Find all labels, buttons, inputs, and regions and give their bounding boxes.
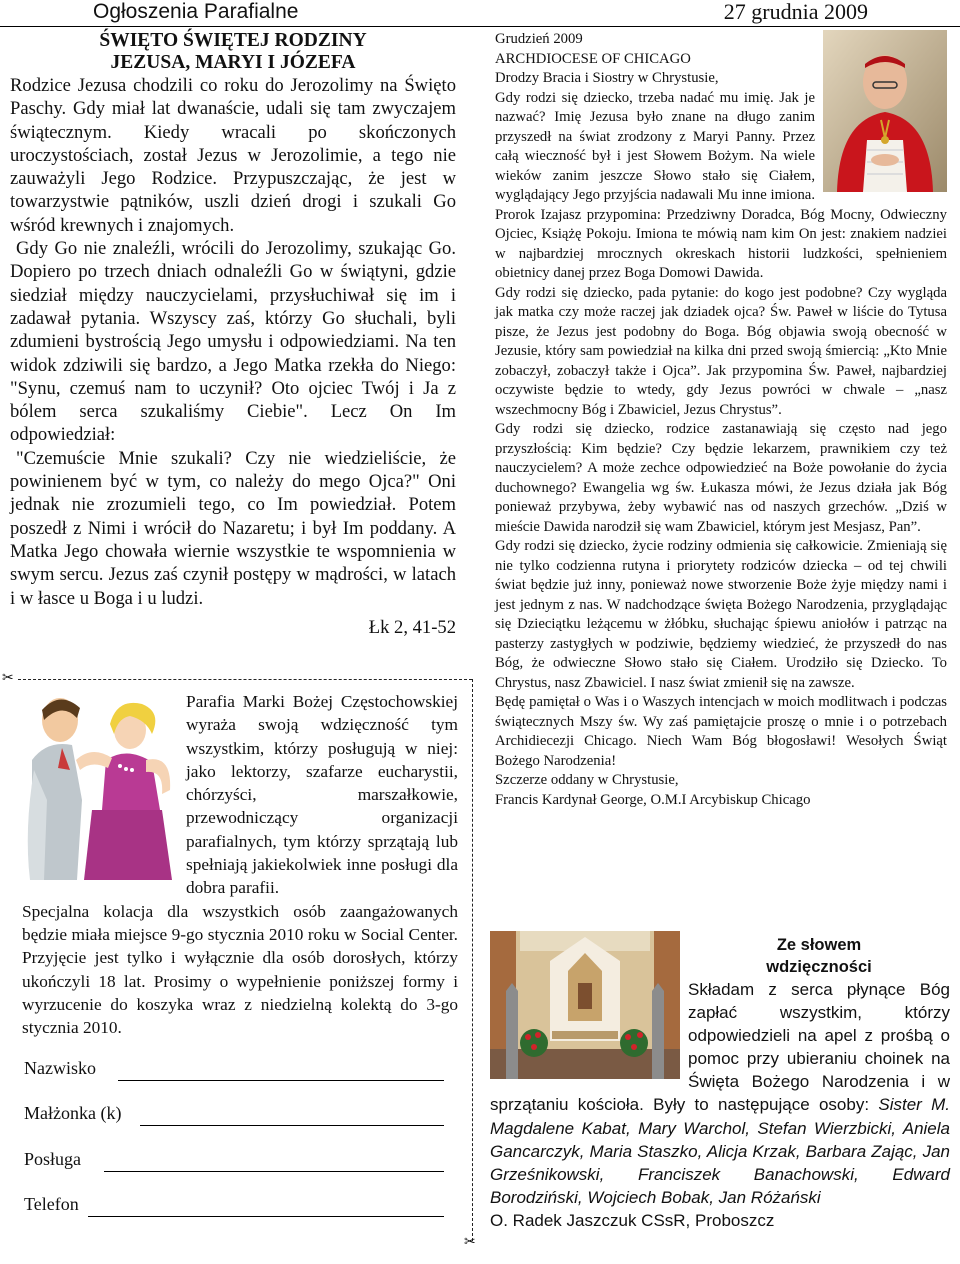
form-line-ministry[interactable]: [104, 1171, 444, 1172]
cut-line-right: [472, 679, 473, 1241]
gospel-text: [10, 74, 456, 639]
announcement-paragraph: Specjalna kolacja dla wszystkich osób zaangażowanych będzie miała miejsce 9-go stycznia 2010 roku w Social Center. Przyjęcie jest tylko i wyłącznie dla osób dorosłych, którzy ukończyli 18 lat. Prosimy o wypełnienie poniższej formy i wyrzucenie do koszyka wraz z niedzielną kolektą do 3-go stycznia 2010.: [22, 901, 458, 1038]
form-line-phone[interactable]: [88, 1216, 444, 1217]
scissors-icon: ✂: [2, 671, 14, 686]
thanks-title-line1: Ze słowem: [776, 936, 862, 954]
thanks-intro: Składam z serca płynące Bóg zapłać wszystkim, którzy odpowiedzieli na apel z prośbą o pomoc przy ubieraniu choinek na Święta Bożego Narodzenia i w sprzątaniu kościoła. Były to następujące osoby:: [490, 980, 950, 1115]
form-label-ministry: Posługa: [24, 1148, 82, 1169]
feast-title-line2: JEZUSA, MARYI I JÓZEFA: [110, 52, 356, 73]
form-row-ministry[interactable]: [24, 1149, 454, 1194]
form-label-phone: Telefon: [24, 1193, 79, 1214]
letter-org: ARCHDIOCESE OF CHICAGO: [495, 50, 691, 67]
form-label-spouse: Małżonka (k): [24, 1103, 122, 1124]
form-row-spouse[interactable]: [24, 1103, 454, 1148]
form-line-spouse[interactable]: [140, 1125, 444, 1126]
section-title: Ogłoszenia Parafialne: [93, 0, 299, 23]
form-label-name: Nazwisko: [24, 1058, 96, 1078]
volunteer-dinner-announcement: [22, 690, 458, 1039]
letter-paragraph: Będę pamiętał o Was i o Waszych intencjach w moich modlitwach i podczas świątecznych Mszy św. Wy zaś pamiętajcie proszę o mnie i o potrzebach Archidiecezji Chicago. Niech Wam Bóg błogosławi! Wesołych Świąt Bożego Narodzenia!: [495, 694, 947, 769]
gospel-paragraph: Gdy Go nie znaleźli, wrócili do Jerozolimy, szukając Go. Dopiero po trzech dniach odnaleźli Go w świątyni, gdzie siedział między nauczycielami, przysłuchiwał się im i zadawał pytania. Wszyscy zaś, którzy Go słuchali, byli zdumieni bystrością Jego umysłu i odpowiedziami. Na ten widok zdziwili się bardzo, a Jego Matka rzekła do Niego: "Synu, czemuś nam to uczynił? Oto ojciec Twój i Ja z bólem serca szukaliśmy Ciebie". Lecz On Im odpowiedział:: [10, 238, 456, 446]
letter-closing: Szczerze oddany w Chrystusie,: [495, 772, 679, 788]
cut-line-top: [18, 679, 472, 680]
gospel-paragraph: Rodzice Jezusa chodzili co roku do Jerozolimy na Święto Paschy. Gdy miał lat dwanaście, udali się tam zwyczajem świątecznym. Kiedy wracali po skończonych uroczystościach, został Jezus w Jerozolimie, a tego nie zauważyli Jego Rodzice. Przypuszczając, że jest w towarzystwie pątników, uszli dzień drogi i szukali Go wśród krewnych i znajomych.: [10, 75, 456, 236]
letter-paragraph: Gdy rodzi się dziecko, rodzice zastanawiają się często nad jego przyszłością: Kim będzie? Czy będzie lekarzem, prawnikiem czy też nauczycielem? A może zechce odpowiedzieć na Boże powołanie do życia duchownego? Ewangelia wg św. Łukasza mówi, że Jezus działa jak Bóg ponieważ przybywa, żeby wybawić nas od naszych grzechów. „Dziś w mieście Dawida narodził się wam Zbawiciel, którym jest Mesjasz, Pan”.: [495, 421, 947, 535]
thanks-section: [490, 934, 950, 1232]
thanks-signature: O. Radek Jaszczuk CSsR, Proboszcz: [490, 1210, 775, 1230]
feast-title-line1: ŚWIĘTO ŚWIĘTEJ RODZINY: [99, 30, 367, 51]
gospel-section: [10, 30, 456, 639]
cardinal-portrait-image: [823, 30, 947, 192]
letter-paragraph: Gdy rodzi się dziecko, pada pytanie: do kogo jest podobne? Czy wygląda jak matka czy może raczej jak dziadek ojca? Św. Paweł w liście do Tytusa pisze, że Jezus jest podobny do Boga. Bóg objawia swoją obecność w Jezusie, który sam powiedział na kilka dni przed swoją śmiercią: „Kto Mnie zobaczył, zobaczył także i Ojca”. Jak przypomina Św. Paweł, najbardziej oczywiste będzie to wtedy, gdy Jezus powróci w chwale – „nasz wszechmocny Bóg i Zbawiciel, Jezus Chrystus”.: [495, 284, 947, 418]
scripture-reference: Łk 2, 41-52: [368, 616, 456, 638]
issue-date: 27 grudnia 2009: [723, 0, 868, 24]
form-row-phone[interactable]: [24, 1194, 454, 1239]
dancing-couple-image: [22, 690, 180, 880]
letter-greeting: Drodzy Bracia i Siostry w Chrystusie,: [495, 70, 719, 86]
page-header: [0, 0, 960, 27]
letter-signature: Francis Kardynał George, O.M.I Arcybiskup Chicago: [495, 791, 811, 808]
thanks-title-line2: wdzięczności: [766, 958, 872, 976]
form-line-name[interactable]: [118, 1080, 444, 1081]
registration-form: [24, 1058, 454, 1239]
letter-paragraph: Gdy rodzi się dziecko, życie rodziny odmienia się całkowicie. Zmieniają się nie tylko codzienna rutyna i priorytety rodziców dziecka – od tej chwili świat będzie już inny, ponieważ nowe stworzenie Boże żyje między nami i jest jednym z nas. W nadchodzące święta Bożego Narodzenia, przyglądając się Dzieciątku leżącemu w żłóbku, słuchając śpiewu aniołów i patrząc na pasterzy zastygłych w podziwie, będziemy wiedzieć, że przyszedł do nas Bóg, że odwieczne Słowo stało się Ciałem. Urodziło się Dziecko. To Chrystus, nasz Zbawiciel. I nasz świat zmienił się na zawsze.: [495, 538, 947, 691]
gospel-paragraph: "Czemuście Mnie szukali? Czy nie wiedzieliście, że powinienem być w tym, co należy do mego Ojca?" Oni jednak nie zrozumieli tego, co Im powiedział. Potem poszedł z Nimi i wrócił do Nazaretu; i był Im poddany. A Matka Jego chowała wiernie wszystkie te wspomnienia w swym sercu. Jezus zaś czynił postępy w mądrości, w latach i w łasce u Boga i u ludzi.: [10, 447, 456, 609]
feast-title: [10, 30, 456, 74]
church-interior-image: [490, 931, 680, 1079]
form-row-name[interactable]: [24, 1058, 454, 1103]
volunteer-names: Sister M. Magdalene Kabat, Mary Warchol, Stefan Wierzbicki, Aniela Gancarczyk, Maria Staszko, Alicja Krzak, Barbara Zając, Jan Grześnikowski, Franciszek Banachowski, Edward Borodziński, Wojciech Bobak, Jan Różański: [490, 1095, 950, 1207]
letter-paragraph: Gdy rodzi się dziecko, trzeba nadać mu imię. Jak je nazwać? Imię Jezusa było znane na długo zanim przyszedł na świat zrodzony z Maryi Panny. Przez całą wieczność był i jest Słowem Bożym. Na wiele wieków zanim jeszcze Słowo stało się Ciałem, wyglądający Jego przyjścia nadawali Mu inne imiona. Prorok Izajasz przypomina: Przedziwny Doradca, Bóg Mocny, Odwieczny Ojciec, Książę Pokoju. Imiona te mówią nam kim On jest: znakiem nadziei w najbardziej mrocznych okreskach historii ludzkości, spełnieniem obietnicy danej przez Boga Domowi Dawida.: [495, 89, 947, 281]
announcement-paragraph: Parafia Marki Bożej Częstochowskiej wyraża swoją wdzięczność tym wszystkim, którzy posługują w niej: jako lektorzy, szafarze eucharystii, chórzyści, marszałkowie, przewodniczący organizacji parafialnych, tym którzy sprzątają lub spełniają jakiekolwiek inne posługi dla dobra parafii.: [186, 692, 458, 898]
cardinal-letter: [495, 30, 947, 810]
letter-date: Grudzień 2009: [495, 31, 583, 47]
scissors-icon: ✂: [464, 1235, 476, 1250]
